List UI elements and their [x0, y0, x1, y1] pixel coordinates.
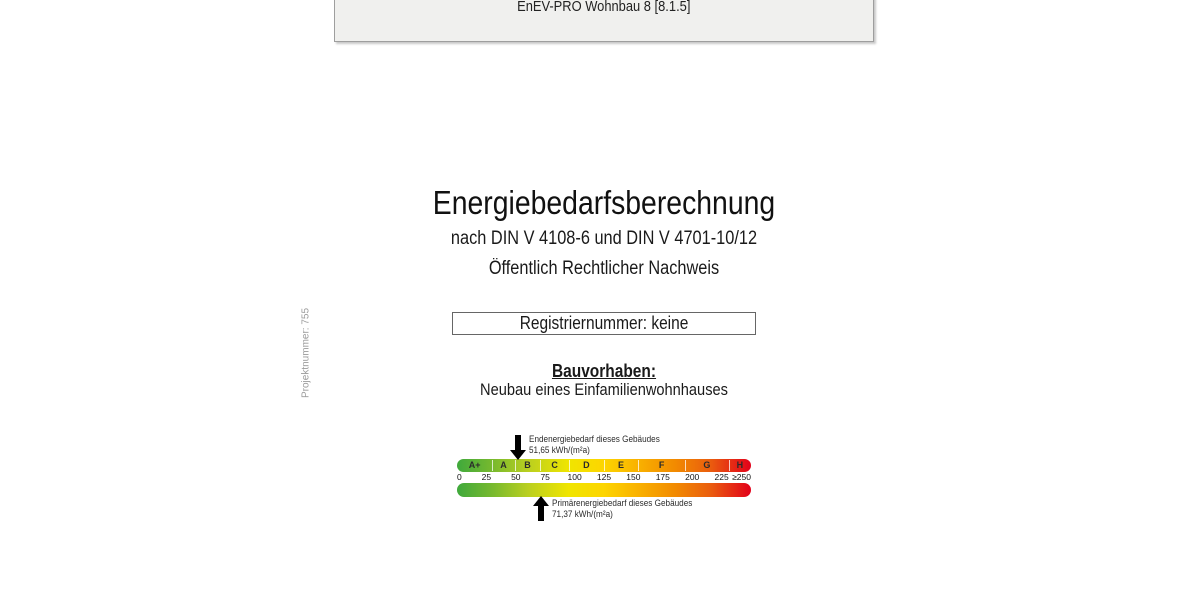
tick-label: 50	[511, 472, 521, 482]
tick-label: 100	[567, 472, 582, 482]
registration-number-box	[452, 312, 756, 335]
project-description: Neubau eines Einfamilienwohnhauses	[480, 380, 728, 399]
tick-label: 25	[481, 472, 492, 482]
marker-label-endenergiebedarf: Endenergiebedarf dieses Gebäudes 51,65 kWh/(m²a)	[528, 434, 660, 456]
tick-label: 0	[457, 472, 462, 482]
class-divider	[492, 460, 493, 471]
class-divider	[515, 460, 516, 471]
arrow-up-icon	[533, 496, 549, 521]
energy-scale-chart	[457, 433, 751, 525]
project-section-heading: Bauvorhaben:	[551, 361, 657, 381]
class-divider	[729, 460, 730, 471]
class-label-d: D	[583, 460, 590, 470]
tick-label: 200	[685, 472, 700, 482]
tick-label: 225	[714, 472, 729, 482]
class-label-c: C	[551, 460, 558, 470]
subtitle-nachweis: Öffentlich Rechtlicher Nachweis	[488, 258, 720, 279]
gradient-bar	[457, 483, 751, 497]
class-label-a: A	[500, 460, 507, 470]
class-label-f: F	[658, 460, 665, 470]
tick-label: 175	[655, 472, 670, 482]
class-label-h: H	[736, 460, 744, 470]
scale-ticks	[457, 472, 751, 483]
class-divider	[604, 460, 605, 471]
tick-label: ≥250	[732, 472, 751, 482]
class-divider	[569, 460, 570, 471]
arrow-down-icon	[510, 435, 526, 460]
tick-label: 75	[540, 472, 550, 482]
class-divider	[540, 460, 541, 471]
class-divider	[685, 460, 686, 471]
marker-label-primaerenergiebedarf: Primärenergiebedarf dieses Gebäudes 71,37 kWh/(m²a)	[551, 498, 693, 520]
registration-number-label: Registriernummer: keine	[519, 313, 689, 333]
subtitle-norms: nach DIN V 4108-6 und DIN V 4701-10/12	[450, 228, 758, 249]
app-header-label: EnEV-PRO Wohnbau 8 [8.1.5]	[517, 0, 691, 15]
tick-label: 150	[626, 472, 641, 482]
tick-label: 125	[596, 472, 612, 482]
page-title: Energiebedarfsberechnung	[432, 184, 776, 221]
class-label-b: B	[524, 460, 531, 470]
class-label-aplus: A+	[468, 460, 481, 470]
class-label-e: E	[618, 460, 625, 470]
app-header-box	[334, 0, 874, 42]
class-divider	[638, 460, 639, 471]
class-label-g: G	[703, 460, 711, 470]
class-bar	[457, 459, 751, 472]
